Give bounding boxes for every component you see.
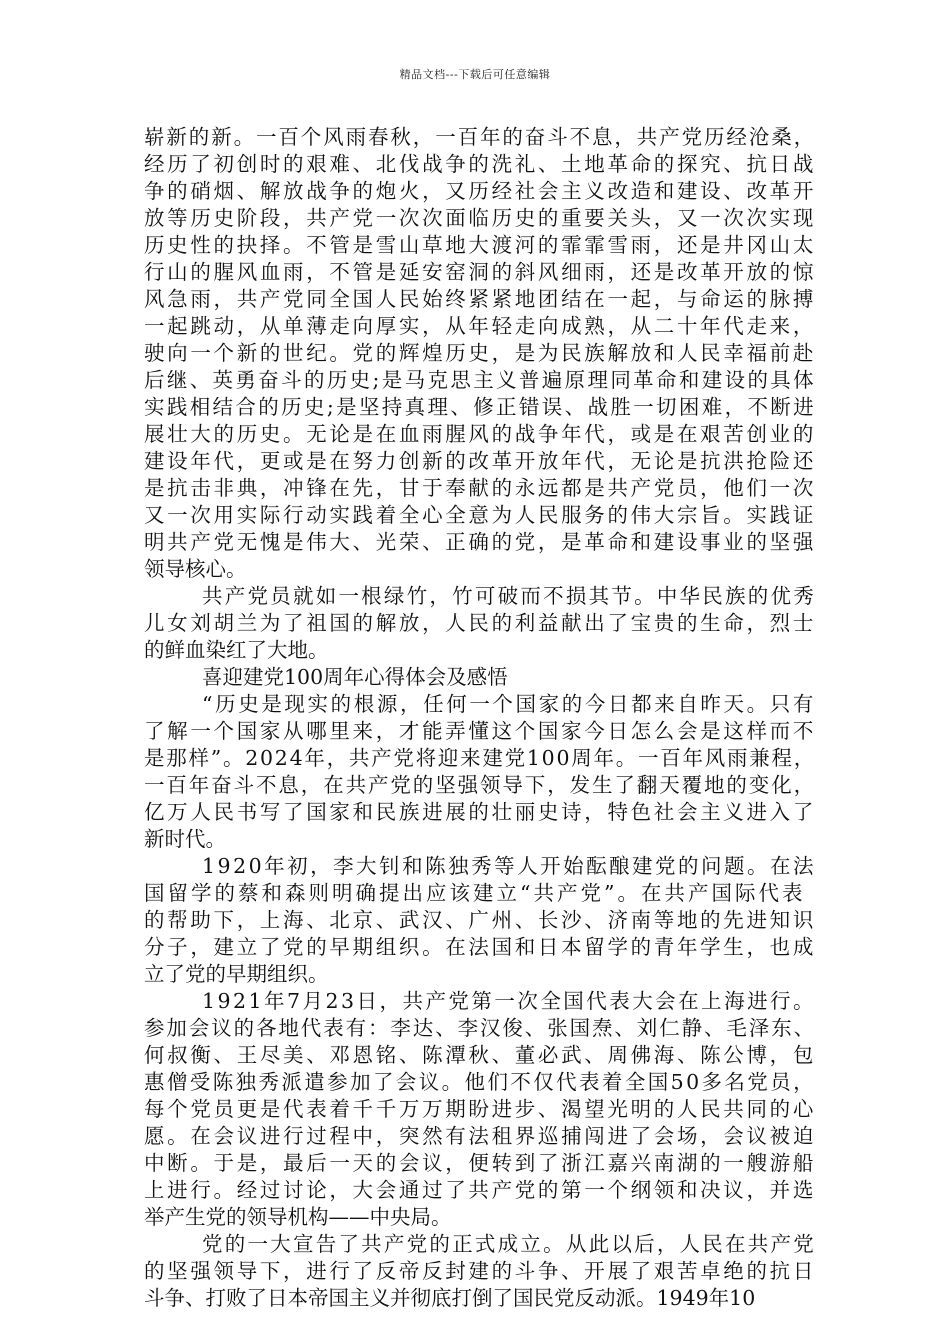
text-line: 1920年初，李大钊和陈独秀等人开始酝酿建党的问题。在法 bbox=[202, 854, 816, 878]
text-line: “历史是现实的根源，任何一个国家的今日都来自昨天。只有 bbox=[202, 692, 816, 716]
text-line: 一起跳动，从单薄走向厚实，从年轻走向成熟，从二十年代走来， bbox=[144, 314, 816, 338]
text-line: 斗争、打败了日本帝国主义并彻底打倒了国民党反动派。1949年10 bbox=[144, 1286, 756, 1310]
text-line: 放等历史阶段，共产党一次次面临历史的重要关头，又一次次实现 bbox=[144, 206, 816, 230]
text-line: 又一次用实际行动实践着全心全意为人民服务的伟大宗旨。实践证 bbox=[144, 503, 816, 527]
text-line: 举产生党的领导机构——中央局。 bbox=[144, 1205, 452, 1229]
text-line: 喜迎建党100周年心得体会及感悟 bbox=[202, 665, 508, 689]
text-line: 中断。于是，最后一天的会议，便转到了浙江嘉兴南湖的一艘游船 bbox=[144, 1151, 816, 1175]
text-line: 惠僧受陈独秀派遣参加了会议。他们不仅代表着全国50多名党员， bbox=[144, 1070, 816, 1094]
text-line: 一百年奋斗不息，在共产党的坚强领导下，发生了翻天覆地的变化， bbox=[144, 773, 816, 797]
text-line: 共产党员就如一根绿竹，竹可破而不损其节。中华民族的优秀 bbox=[202, 584, 816, 608]
text-line: 明共产党无愧是伟大、光荣、正确的党，是革命和建设事业的坚强 bbox=[144, 530, 816, 554]
text-line: 上进行。经过讨论，大会通过了共产党的第一个纲领和决议，并选 bbox=[144, 1178, 816, 1202]
document-body bbox=[144, 124, 816, 1312]
text-line: 的帮助下，上海、北京、武汉、广州、长沙、济南等地的先进知识 bbox=[144, 908, 816, 932]
text-line: 国留学的蔡和森则明确提出应该建立“共产党”。在共产国际代表 bbox=[144, 881, 806, 905]
text-line: 历史性的抉择。不管是雪山草地大渡河的霏霏雪雨，还是井冈山太 bbox=[144, 233, 816, 257]
text-line: 经历了初创时的艰难、北伐战争的洗礼、土地革命的探究、抗日战 bbox=[144, 152, 816, 176]
text-line: 的坚强领导下，进行了反帝反封建的斗争、开展了艰苦卓绝的抗日 bbox=[144, 1259, 816, 1283]
text-line: 每个党员更是代表着千千万万期盼进步、渴望光明的人民共同的心 bbox=[144, 1097, 816, 1121]
text-line: 新时代。 bbox=[144, 827, 226, 851]
text-line: 是那样”。2024年，共产党将迎来建党100周年。一百年风雨兼程， bbox=[144, 746, 816, 770]
text-line: 行山的腥风血雨，不管是延安窑洞的斜风细雨，还是改革开放的惊 bbox=[144, 260, 816, 284]
page-header: 精品文档---下载后可任意编辑 bbox=[399, 68, 551, 81]
text-line: 风急雨，共产党同全国人民始终紧紧地团结在一起，与命运的脉搏 bbox=[144, 287, 816, 311]
text-line: 了解一个国家从哪里来，才能弄懂这个国家今日怎么会是这样而不 bbox=[144, 719, 816, 743]
text-line: 何叔衡、王尽美、邓恩铭、陈潭秋、董必武、周佛海、陈公博，包 bbox=[144, 1043, 816, 1067]
text-line: 儿女刘胡兰为了祖国的解放，人民的利益献出了宝贵的生命，烈士 bbox=[144, 611, 816, 635]
text-line: 的鲜血染红了大地。 bbox=[144, 638, 329, 662]
text-line: 后继、英勇奋斗的历史;是马克思主义普遍原理同革命和建设的具体 bbox=[144, 368, 816, 392]
text-line: 建设年代，更或是在努力创新的改革开放年代，无论是抗洪抢险还 bbox=[144, 449, 816, 473]
text-line: 驶向一个新的世纪。党的辉煌历史，是为民族解放和人民幸福前赴 bbox=[144, 341, 816, 365]
text-line: 立了党的早期组织。 bbox=[144, 962, 329, 986]
text-line: 分子，建立了党的早期组织。在法国和日本留学的青年学生，也成 bbox=[144, 935, 816, 959]
text-line: 1921年7月23日，共产党第一次全国代表大会在上海进行。 bbox=[202, 989, 816, 1013]
text-line: 参加会议的各地代表有：李达、李汉俊、张国焘、刘仁静、毛泽东、 bbox=[144, 1016, 816, 1040]
text-line: 崭新的新。一百个风雨春秋，一百年的奋斗不息，共产党历经沧桑， bbox=[144, 125, 816, 149]
text-line: 是抗击非典，冲锋在先，甘于奉献的永远都是共产党员，他们一次 bbox=[144, 476, 816, 500]
text-line: 党的一大宣告了共产党的正式成立。从此以后，人民在共产党 bbox=[202, 1232, 816, 1256]
text-line: 领导核心。 bbox=[144, 557, 247, 581]
text-line: 亿万人民书写了国家和民族进展的壮丽史诗，特色社会主义进入了 bbox=[144, 800, 816, 824]
text-line: 愿。在会议进行过程中，突然有法租界巡捕闯进了会场，会议被迫 bbox=[144, 1124, 816, 1148]
text-line: 争的硝烟、解放战争的炮火，又历经社会主义改造和建设、改革开 bbox=[144, 179, 816, 203]
text-line: 实践相结合的历史;是坚持真理、修正错误、战胜一切困难，不断进 bbox=[144, 395, 816, 419]
text-line: 展壮大的历史。无论是在血雨腥风的战争年代，或是在艰苦创业的 bbox=[144, 422, 816, 446]
